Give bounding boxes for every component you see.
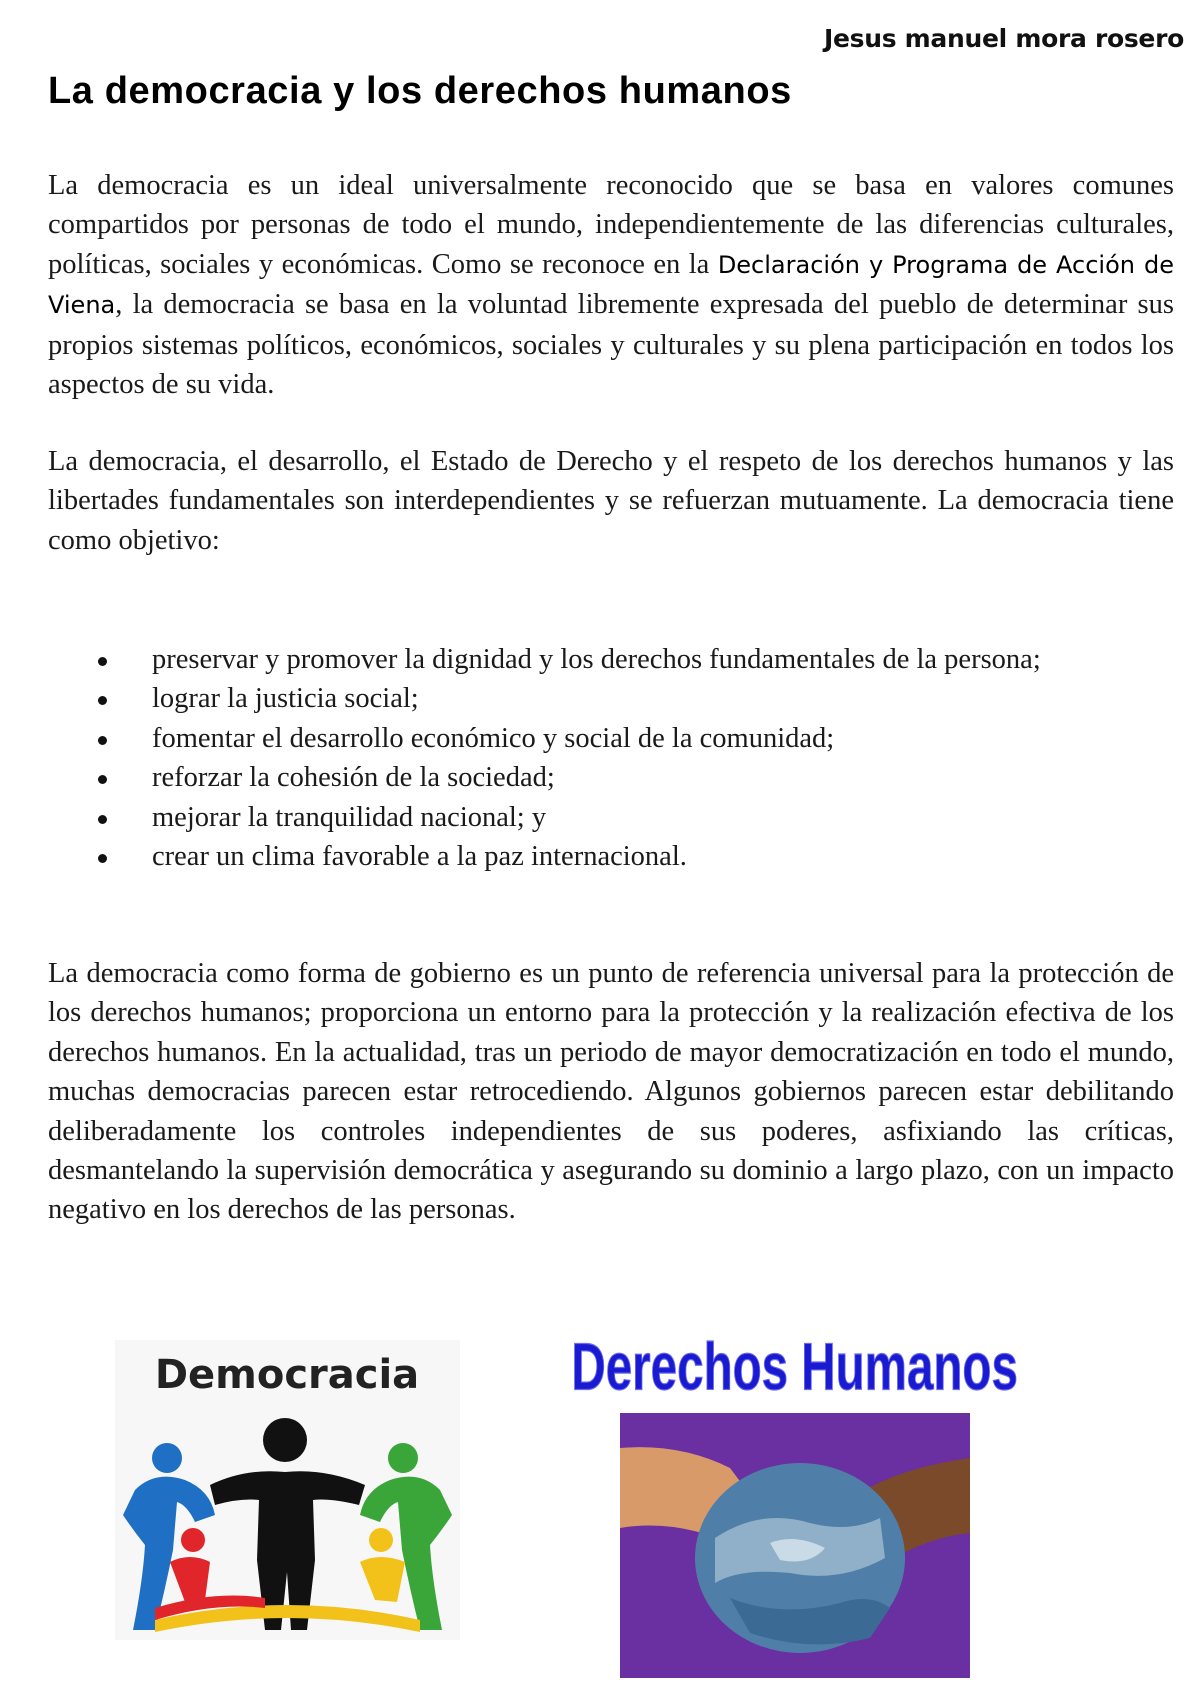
- list-item: [48, 758, 1174, 797]
- list-item: [48, 798, 1174, 837]
- hands-globe-icon: [571, 1318, 1018, 1678]
- list-item-text: fomentar el desarrollo económico y social de la comunidad;: [152, 722, 835, 754]
- paragraph-intro-start: La democracia es un ideal universalmente reconocido que se basa en valores comunes compartidos por personas de todo el mundo, independientemente de las diferencias culturales, políticas, sociales y económicas. Como se reconoce en la: [48, 170, 1174, 280]
- bullet-icon: [98, 815, 107, 824]
- list-item: [48, 640, 1174, 679]
- democracia-image: [115, 1340, 460, 1640]
- paragraph-conclusion: La democracia como forma de gobierno es un punto de referencia universal para la protección de los derechos humanos; proporciona un entorno para la protección y la realización efectiva de los derechos humanos. En la actualidad, tras un periodo de mayor democratización en todo el mundo, muchas democracias parecen estar retrocediendo. Algunos gobiernos parecen estar debilitando deliberadamente los controles independientes de sus poderes, asfixiando las críticas, desmantelando la supervisión democrática y asegurando su dominio a largo plazo, con un impacto negativo en los derechos de las personas.: [48, 958, 1174, 1226]
- paragraph-intro-end: , la democracia se basa en la voluntad libremente expresada del pueblo de determinar sus propios sistemas políticos, económicos, sociales y culturales y su plena participación en todos los aspectos de su vida.: [48, 289, 1174, 401]
- democracia-label: Democracia: [154, 1352, 420, 1398]
- paragraph-objectives-intro: La democracia, el desarrollo, el Estado de Derecho y el respeto de los derechos humanos y las libertades fundamentales son interdependientes y se refuerzan mutuamente. La democracia tiene como objetivo:: [48, 446, 1174, 556]
- derechos-humanos-image: [571, 1318, 1018, 1678]
- list-item: [48, 719, 1174, 758]
- list-item: [48, 679, 1174, 718]
- bullet-icon: [98, 736, 107, 745]
- list-item-text: reforzar la cohesión de la sociedad;: [152, 762, 555, 794]
- bullet-icon: [98, 854, 107, 863]
- paragraph-intro: [48, 166, 1174, 404]
- bullet-icon: [98, 657, 107, 666]
- list-item-text: lograr la justicia social;: [152, 683, 419, 715]
- bullet-icon: [98, 696, 107, 705]
- vienna-declaration-reference: Declaración y Programa de Acción de Viena: [48, 250, 1174, 320]
- derechos-humanos-label: Derechos Humanos: [571, 1330, 1018, 1405]
- document-title: La democracia y los derechos humanos: [48, 70, 792, 112]
- bullet-icon: [98, 775, 107, 784]
- list-item-text: crear un clima favorable a la paz internacional.: [152, 841, 687, 873]
- list-item-text: preservar y promover la dignidad y los derechos fundamentales de la persona;: [152, 644, 1041, 675]
- objectives-list: [48, 640, 1174, 876]
- list-item-text: mejorar la tranquilidad nacional; y: [152, 801, 547, 833]
- author-name: Jesus manuel mora rosero: [823, 24, 1184, 53]
- list-item: [48, 837, 1174, 876]
- democracia-people-icon: [115, 1340, 460, 1640]
